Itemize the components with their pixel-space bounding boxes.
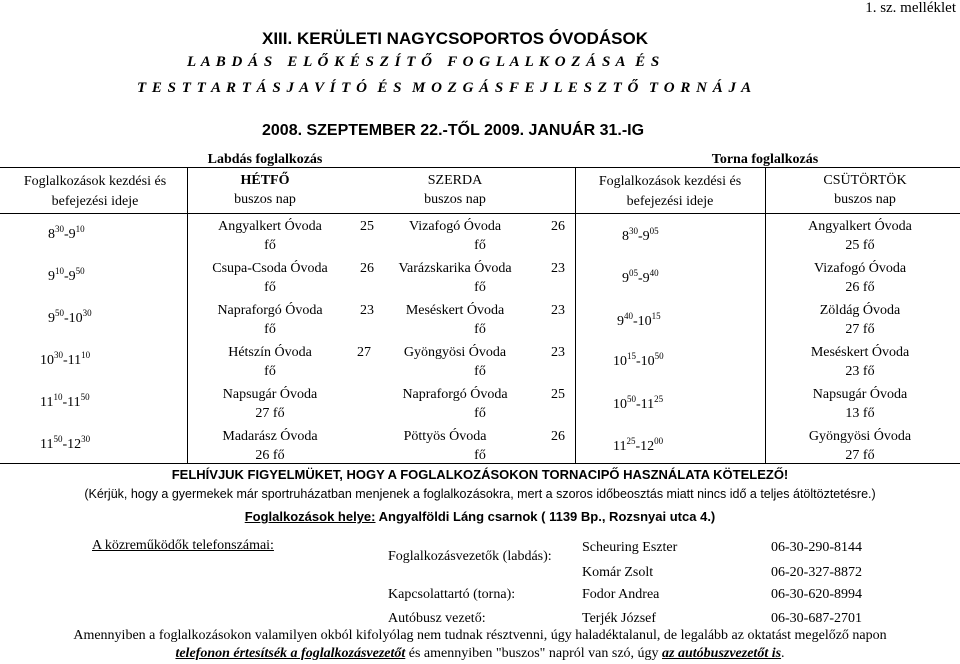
monday-kindergarten: Csupa-Csoda Óvoda — [212, 261, 328, 276]
thursday-count: 27 fő — [845, 448, 875, 463]
ball-time-row: $9^{10}-9^{50}$ — [48, 266, 85, 284]
title-line-1: XIII. KERÜLETI NAGYCSOPORTOS ÓVODÁSOK — [262, 29, 649, 48]
ball-section-title: Labdás foglalkozás — [207, 152, 323, 167]
notice-headline: FELHÍVJUK FIGYELMÜKET, HOGY A FOGLALKOZÁSOKON TORNACIPŐ HASZNÁLATA KÖTELEZŐ! — [171, 467, 789, 482]
wednesday-count: 23 — [551, 261, 565, 276]
monday-kindergarten: Madarász Óvoda — [222, 429, 318, 444]
wednesday-kindergarten: Pöttyös Óvoda — [403, 429, 487, 444]
footer-line-2 — [0, 646, 960, 662]
ball-time-row: $11^{10}-11^{50}$ — [40, 392, 90, 410]
driver-phone: 06-30-687-2701 — [771, 611, 862, 626]
wednesday-unit: fő — [474, 280, 486, 295]
venue-line — [0, 509, 960, 524]
monday-unit: fő — [264, 280, 276, 295]
wednesday-count: 26 — [551, 219, 565, 234]
leader-name: Komár Zsolt — [582, 565, 654, 580]
contact-label: Kapcsolattartó (torna): — [388, 587, 516, 602]
monday-unit: 27 fő — [255, 406, 285, 421]
wednesday-unit: fő — [474, 406, 486, 421]
monday-unit: 26 fő — [255, 448, 285, 463]
title-line-2: L A B D Á S E L Ő K É S Z Í T Ő F O G L A L K O Z Á S A É S — [187, 54, 661, 70]
footer-middle: és amennyiben "buszos" napról van szó, úgy — [405, 646, 663, 661]
wednesday-kindergarten: Gyöngyösi Óvoda — [403, 345, 507, 360]
leader-phone: 06-30-290-8144 — [771, 540, 862, 555]
ball-time-header: Foglalkozások kezdési és befejezési ideje — [23, 174, 167, 209]
thursday-count: 23 fő — [845, 364, 875, 379]
wednesday-subheader: buszos nap — [424, 192, 486, 207]
wednesday-unit: fő — [474, 448, 486, 463]
thursday-count: 25 fő — [845, 238, 875, 253]
divider-right — [765, 167, 766, 463]
monday-count: 23 — [360, 303, 374, 318]
gym-time-row: $8^{30}-9^{05}$ — [622, 226, 659, 244]
footer-notify-driver: az autóbuszvezetőt is — [662, 646, 782, 661]
gym-time-row: $9^{40}-10^{15}$ — [617, 311, 661, 329]
thursday-subheader: buszos nap — [834, 192, 896, 207]
monday-unit: fő — [264, 322, 276, 337]
wednesday-count: 25 — [551, 387, 565, 402]
leaders-label: Foglalkozásvezetők (labdás): — [388, 549, 552, 564]
monday-count: 25 — [360, 219, 374, 234]
venue-label: Foglalkozások helye: — [244, 509, 376, 524]
wednesday-kindergarten: Napraforgó Óvoda — [402, 387, 508, 402]
monday-kindergarten: Napsugár Óvoda — [222, 387, 318, 402]
monday-count: 27 — [357, 345, 371, 360]
wednesday-count: 23 — [551, 345, 565, 360]
gym-time-row: $11^{25}-12^{00}$ — [613, 436, 664, 454]
venue-address: Angyalföldi Láng csarnok ( 1139 Bp., Rozsnyai utca 4.) — [375, 509, 716, 524]
wednesday-unit: fő — [474, 322, 486, 337]
gym-time-header: Foglalkozások kezdési és befejezési ideje — [598, 174, 742, 209]
ball-time-row: $9^{50}-10^{30}$ — [48, 308, 92, 326]
thursday-count: 27 fő — [845, 322, 875, 337]
leader-phone: 06-20-327-8872 — [771, 565, 862, 580]
thursday-kindergarten: Zöldág Óvoda — [819, 303, 901, 318]
table-header-border — [0, 213, 960, 214]
contact-name: Fodor Andrea — [582, 587, 660, 602]
thursday-kindergarten: Napsugár Óvoda — [812, 387, 908, 402]
date-range: 2008. SZEPTEMBER 22.-TŐL 2009. JANUÁR 31.-IG — [262, 122, 645, 139]
thursday-kindergarten: Meséskert Óvoda — [810, 345, 910, 360]
monday-kindergarten: Angyalkert Óvoda — [218, 219, 322, 234]
monday-subheader: buszos nap — [234, 192, 296, 207]
wednesday-unit: fő — [474, 364, 486, 379]
thursday-header: CSÜTÖRTÖK — [823, 173, 907, 188]
footer-end: . — [781, 646, 785, 661]
wednesday-count: 26 — [551, 429, 565, 444]
monday-count: 26 — [360, 261, 374, 276]
wednesday-kindergarten: Varázskarika Óvoda — [398, 261, 512, 276]
gym-section-title: Torna foglalkozás — [711, 152, 819, 167]
thursday-count: 26 fő — [845, 280, 875, 295]
divider-left — [187, 167, 188, 463]
driver-label: Autóbusz vezető: — [388, 611, 486, 626]
monday-header: HÉTFŐ — [240, 173, 290, 188]
driver-name: Terjék József — [582, 611, 657, 626]
wednesday-count: 23 — [551, 303, 565, 318]
annex-label: 1. sz. melléklet — [865, 0, 956, 16]
wednesday-unit: fő — [474, 238, 486, 253]
monday-kindergarten: Hétszín Óvoda — [228, 345, 312, 360]
monday-unit: fő — [264, 238, 276, 253]
ball-time-row: $8^{30}-9^{10}$ — [48, 224, 85, 242]
gym-time-row: $10^{50}-11^{25}$ — [613, 394, 664, 412]
wednesday-kindergarten: Meséskert Óvoda — [405, 303, 505, 318]
notice-subtext: (Kérjük, hogy a gyermekek már sportruházatban menjenek a foglalkozásokra, mert a szoros időbeosztás miatt nincs idő a teljes átöltöztetésre.) — [84, 487, 876, 501]
footer-line-1: Amennyiben a foglalkozásokon valamilyen okból kifolyólag nem tudnak résztvenni, úgy haladéktalanul, de legalább az oktatást megelőző napon — [73, 628, 887, 643]
title-line-3: T E S T T A R T Á S J A V Í T Ó É S M O Z G Á S F E J L E S Z T Ő T O R N Á J A — [137, 80, 753, 96]
wednesday-header: SZERDA — [427, 173, 483, 188]
monday-kindergarten: Napraforgó Óvoda — [217, 303, 323, 318]
thursday-kindergarten: Vizafogó Óvoda — [813, 261, 907, 276]
monday-unit: fő — [264, 364, 276, 379]
leader-name: Scheuring Eszter — [582, 540, 678, 555]
gym-time-row: $9^{05}-9^{40}$ — [622, 268, 659, 286]
thursday-count: 13 fő — [845, 406, 875, 421]
ball-time-row: $10^{30}-11^{10}$ — [40, 350, 91, 368]
contact-phone: 06-30-620-8994 — [771, 587, 862, 602]
footer-notify-leader: telefonon értesítsék a foglalkozásvezetőt — [175, 646, 406, 661]
gym-time-row: $10^{15}-10^{50}$ — [613, 351, 664, 369]
phones-label: A közreműködők telefonszámai: — [92, 538, 274, 553]
thursday-kindergarten: Angyalkert Óvoda — [808, 219, 912, 234]
wednesday-kindergarten: Vizafogó Óvoda — [408, 219, 502, 234]
ball-time-row: $11^{50}-12^{30}$ — [40, 434, 91, 452]
thursday-kindergarten: Gyöngyösi Óvoda — [808, 429, 912, 444]
